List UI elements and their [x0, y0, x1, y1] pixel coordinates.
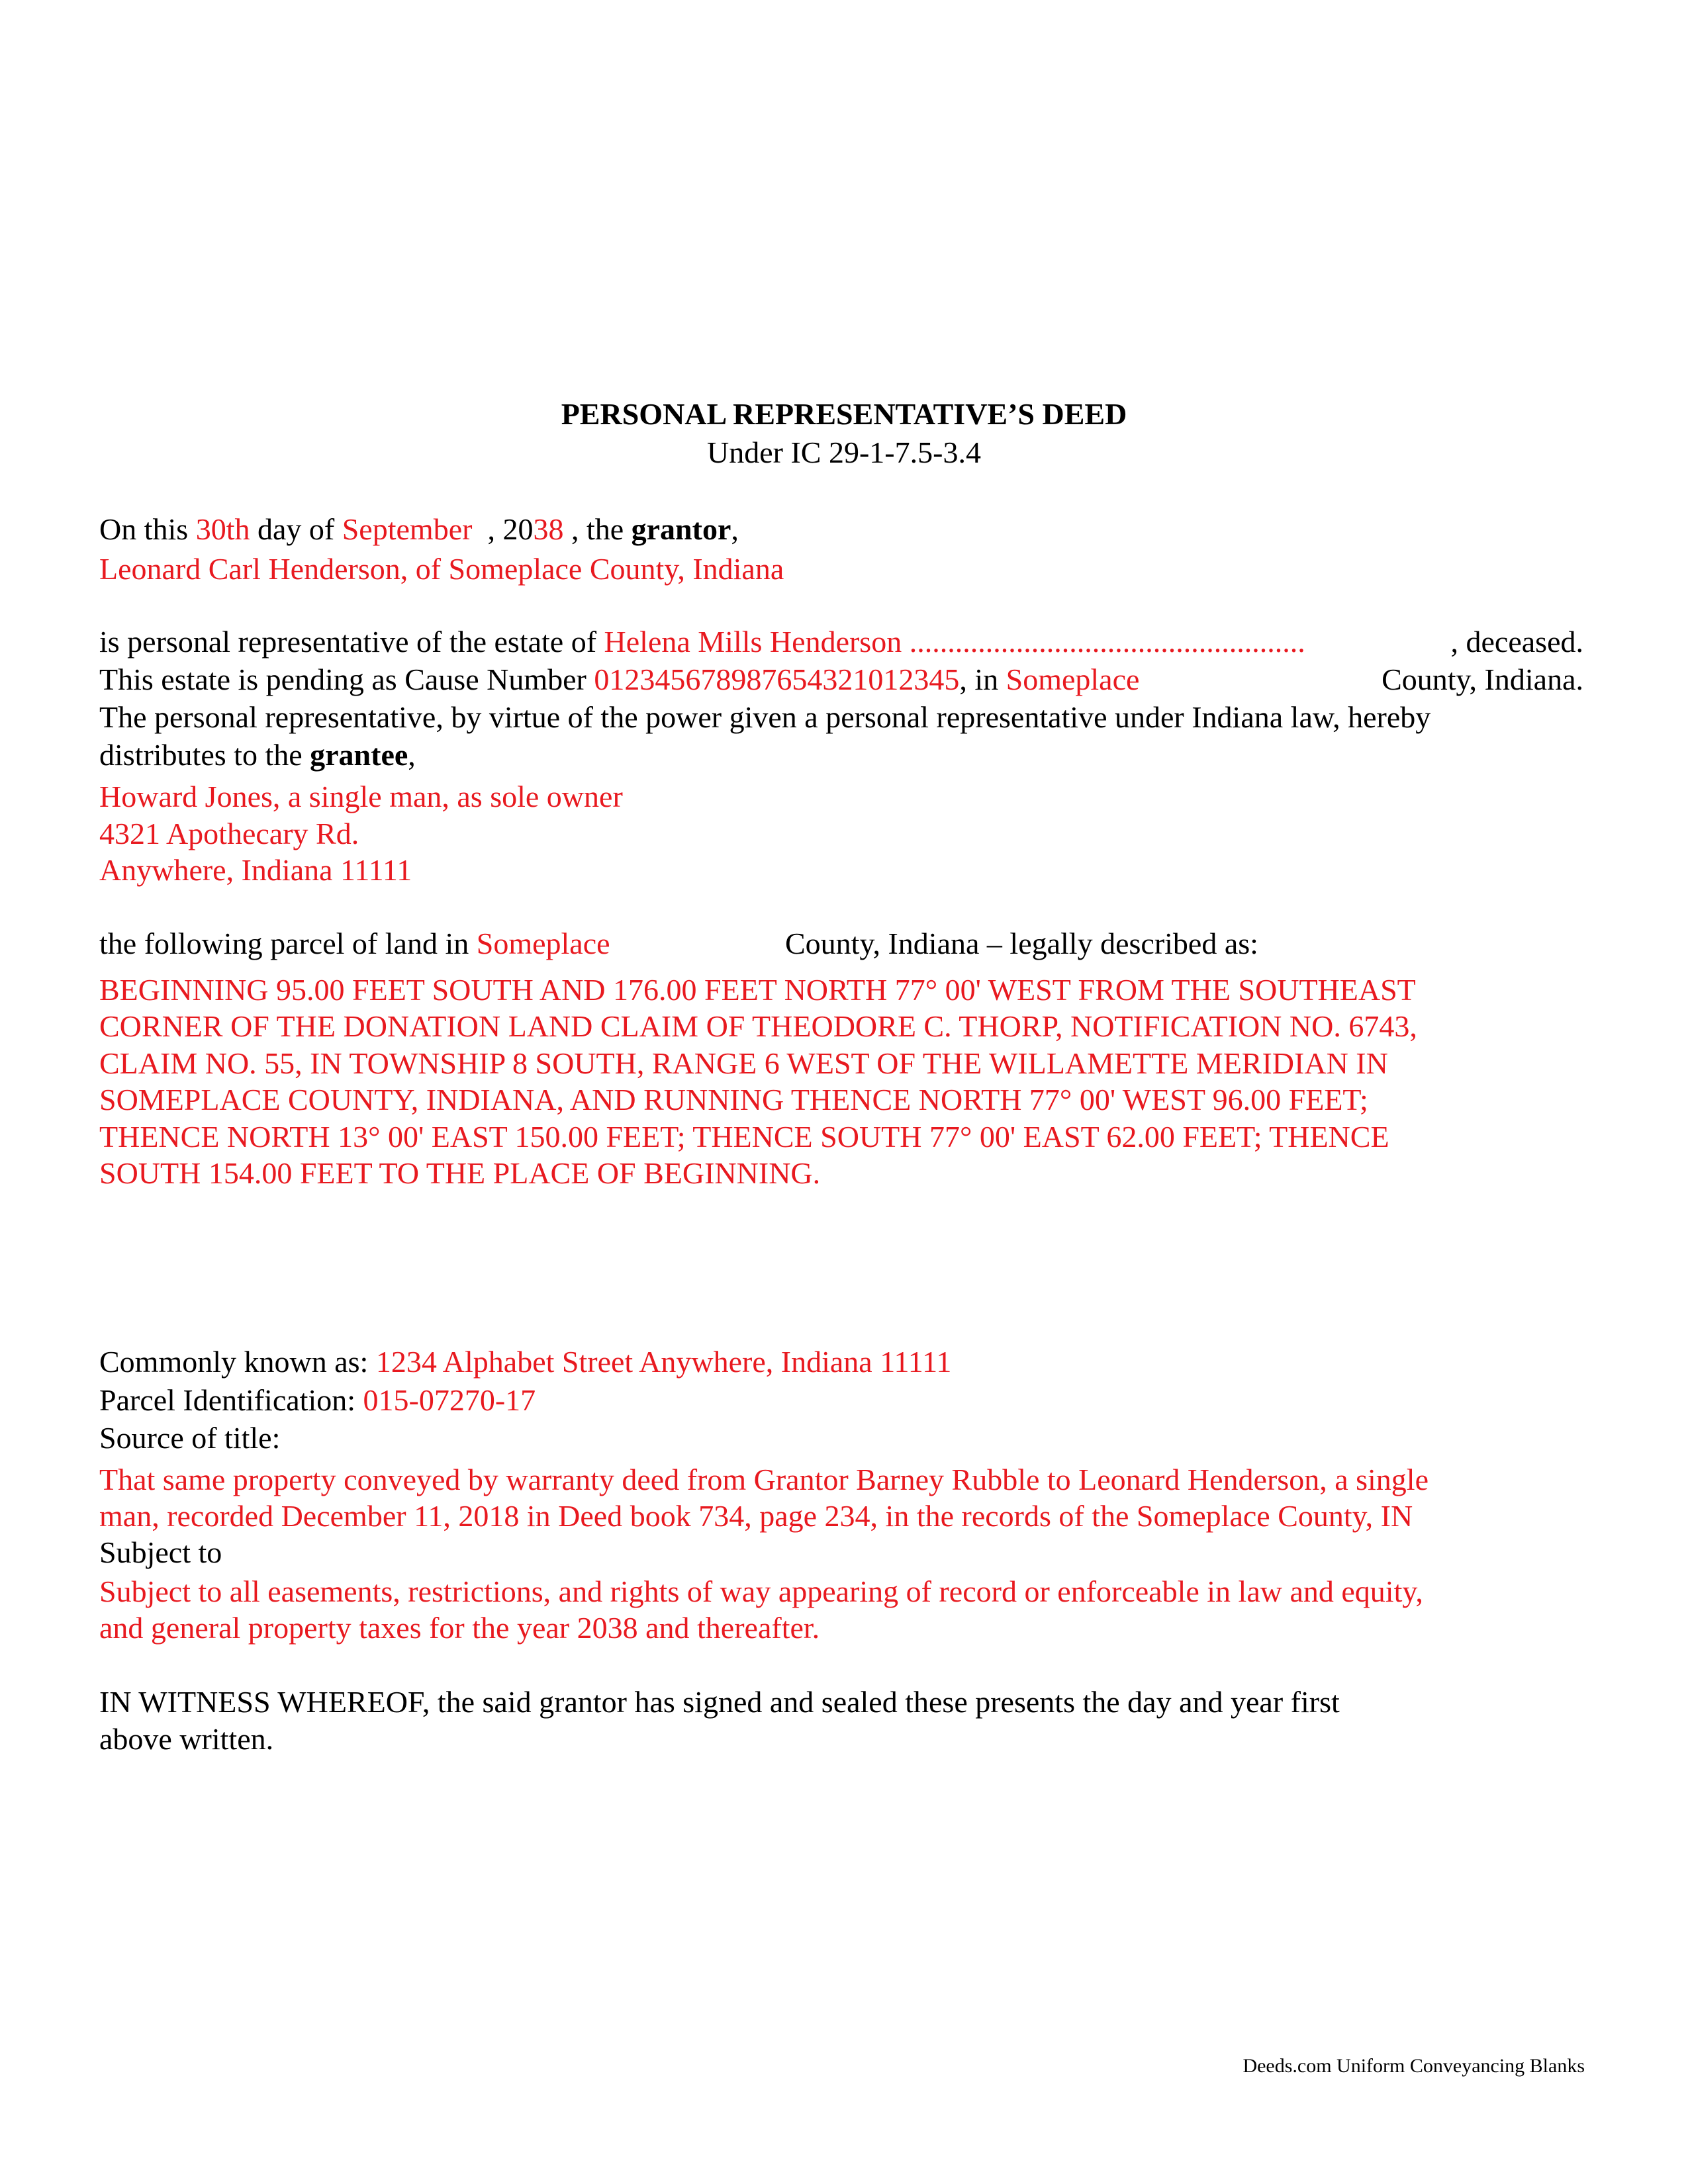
- witness-line-1: IN WITNESS WHEREOF, the said grantor has signed and sealed these presents the day and year first: [99, 1685, 1340, 1719]
- parcel-tail: County, Indiana – legally described as:: [785, 927, 1258, 960]
- grantee-name: Howard Jones, a single man, as sole owner: [99, 780, 623, 813]
- grantee-label: grantee: [310, 738, 408, 772]
- estate-lead: is personal representative of the estate of: [99, 625, 597, 659]
- source-line-2: man, recorded December 11, 2018 in Deed book 734, page 234, in the records of the Someplace County, IN: [99, 1499, 1413, 1533]
- parcel-id-value: 015-07270-17: [363, 1383, 536, 1417]
- power-line-1: The personal representative, by virtue of the power given a personal representative under Indiana law, hereby: [99, 700, 1431, 734]
- opening-line: [99, 511, 739, 548]
- grantee-comma: ,: [408, 738, 416, 772]
- decedent-dots: ....................................................: [909, 625, 1305, 659]
- legal-line: SOMEPLACE COUNTY, INDIANA, AND RUNNING THENCE NORTH 77° 00' WEST 96.00 FEET;: [99, 1083, 1368, 1116]
- grantor-name: Leonard Carl Henderson, of Someplace County, Indiana: [99, 552, 784, 586]
- legal-line: CLAIM NO. 55, IN TOWNSHIP 8 SOUTH, RANGE 6 WEST OF THE WILLAMETTE MERIDIAN IN: [99, 1046, 1388, 1080]
- in-text: , in: [959, 662, 999, 696]
- estate-county-state: County, Indiana.: [1382, 662, 1583, 696]
- commonly-known-line: [99, 1343, 951, 1381]
- grantor-comma: ,: [731, 512, 739, 546]
- day-value: 30th: [195, 512, 250, 546]
- estate-county: Someplace: [1006, 662, 1140, 696]
- legal-line: THENCE NORTH 13° 00' EAST 150.00 FEET; THENCE SOUTH 77° 00' EAST 62.00 FEET; THENCE: [99, 1120, 1389, 1154]
- month-value: September: [342, 512, 473, 546]
- pending-lead: This estate is pending as Cause Number: [99, 662, 586, 696]
- parcel-county: Someplace: [476, 927, 610, 960]
- subject-line-1: Subject to all easements, restrictions, and rights of way appearing of record or enforceable in law and equity,: [99, 1574, 1423, 1608]
- grantee-street: 4321 Apothecary Rd.: [99, 817, 359, 850]
- estate-line: [99, 623, 1305, 660]
- day-of-text: day of: [257, 512, 335, 546]
- power-line-2: [99, 737, 416, 774]
- document-subtitle: Under IC 29-1-7.5-3.4: [707, 435, 981, 469]
- legal-line: BEGINNING 95.00 FEET SOUTH AND 176.00 FEET NORTH 77° 00' WEST FROM THE SOUTHEAST: [99, 973, 1416, 1007]
- source-line-1: That same property conveyed by warranty deed from Grantor Barney Rubble to Leonard Henderson, a single: [99, 1463, 1429, 1496]
- cause-line: [99, 661, 1139, 698]
- decedent-name: Helena Mills Henderson: [604, 625, 902, 659]
- grantee-city: Anywhere, Indiana 11111: [99, 853, 412, 887]
- known-label: Commonly known as:: [99, 1345, 369, 1379]
- witness-line-2: above written.: [99, 1722, 274, 1756]
- grantor-label: grantor: [631, 512, 731, 546]
- parcel-id-line: [99, 1382, 536, 1419]
- document-title: PERSONAL REPRESENTATIVE’S DEED: [561, 397, 1127, 431]
- deceased-text: , deceased.: [1450, 625, 1583, 659]
- source-label: Source of title:: [99, 1421, 281, 1455]
- parcel-lead-line: [99, 925, 610, 962]
- legal-line: SOUTH 154.00 FEET TO THE PLACE OF BEGINNING.: [99, 1156, 821, 1190]
- parcel-id-label: Parcel Identification:: [99, 1383, 356, 1417]
- cause-number: 012345678987654321012345: [594, 662, 960, 696]
- legal-line: CORNER OF THE DONATION LAND CLAIM OF THEODORE C. THORP, NOTIFICATION NO. 6743,: [99, 1009, 1417, 1043]
- the-text: , the: [571, 512, 624, 546]
- on-this-text: On this: [99, 512, 189, 546]
- known-value: 1234 Alphabet Street Anywhere, Indiana 11111: [375, 1345, 952, 1379]
- subject-label: Subject to: [99, 1535, 222, 1569]
- subject-line-2: and general property taxes for the year 2038 and thereafter.: [99, 1611, 820, 1645]
- year-prefix: , 20: [487, 512, 534, 546]
- parcel-lead: the following parcel of land in: [99, 927, 469, 960]
- distributes-text: distributes to the: [99, 738, 303, 772]
- year-suffix: 38: [533, 512, 564, 546]
- footer-branding: Deeds.com Uniform Conveyancing Blanks: [1243, 2055, 1585, 2077]
